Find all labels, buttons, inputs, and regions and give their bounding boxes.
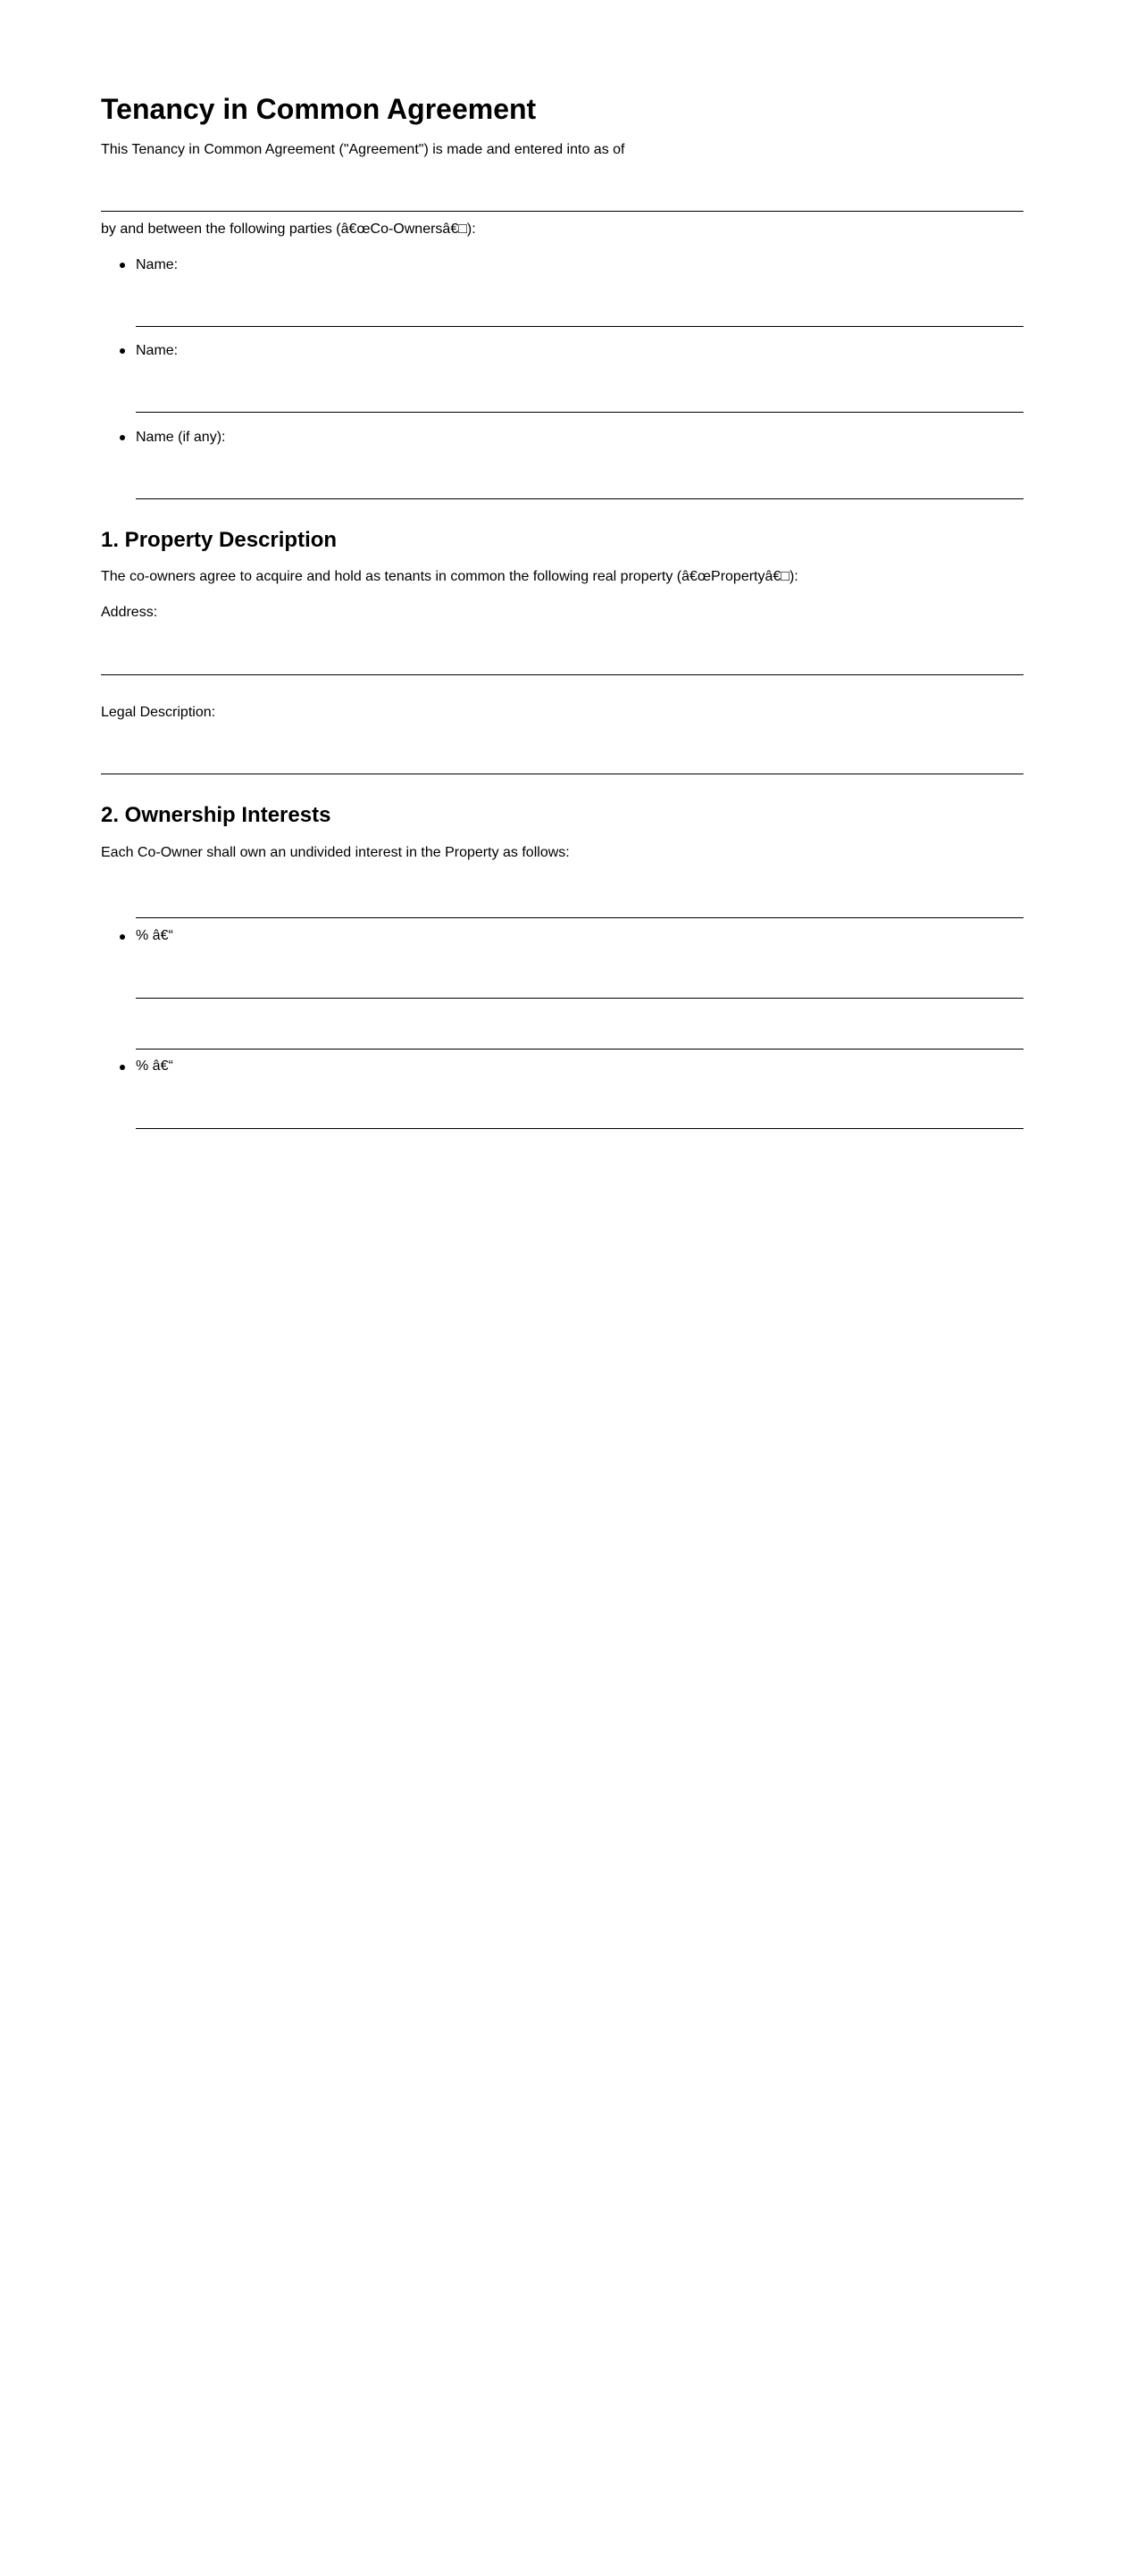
section-2-text: Each Co-Owner shall own an undivided interest in the Property as follows:	[101, 845, 570, 860]
parties-text: by and between the following parties (â€œCo-Ownersâ€□):	[101, 222, 476, 237]
party-label: Name (if any):	[136, 430, 226, 445]
party-label: Name:	[136, 257, 179, 272]
party-label: Name:	[136, 343, 179, 358]
bullet-icon	[120, 1065, 125, 1070]
bullet-icon	[120, 263, 125, 268]
bullet-icon	[120, 348, 125, 354]
percentage-field[interactable]	[136, 1049, 1024, 1050]
party-name-field[interactable]	[136, 326, 1024, 327]
section-2-heading: 2. Ownership Interests	[101, 803, 331, 827]
section-1-text: The co-owners agree to acquire and hold as tenants in common the following real property (â€œPropertyâ€□):	[101, 569, 798, 584]
ownership-label: % â€“	[136, 928, 173, 943]
party-name-field[interactable]	[136, 498, 1024, 499]
bullet-icon	[120, 435, 125, 440]
ownership-label: % â€“	[136, 1058, 173, 1074]
section-1-heading: 1. Property Description	[101, 528, 338, 552]
party-name-field[interactable]	[136, 412, 1024, 413]
page-title: Tenancy in Common Agreement	[101, 93, 537, 125]
address-field[interactable]	[101, 674, 1024, 675]
legal-description-label: Legal Description:	[101, 705, 216, 720]
owner-name-field[interactable]	[136, 1128, 1024, 1129]
owner-name-field[interactable]	[136, 998, 1024, 999]
percentage-field[interactable]	[136, 917, 1024, 918]
intro-text: This Tenancy in Common Agreement ("Agreement") is made and entered into as of	[101, 142, 625, 157]
date-field[interactable]	[101, 211, 1024, 212]
address-label: Address:	[101, 605, 158, 620]
bullet-icon	[120, 934, 125, 940]
